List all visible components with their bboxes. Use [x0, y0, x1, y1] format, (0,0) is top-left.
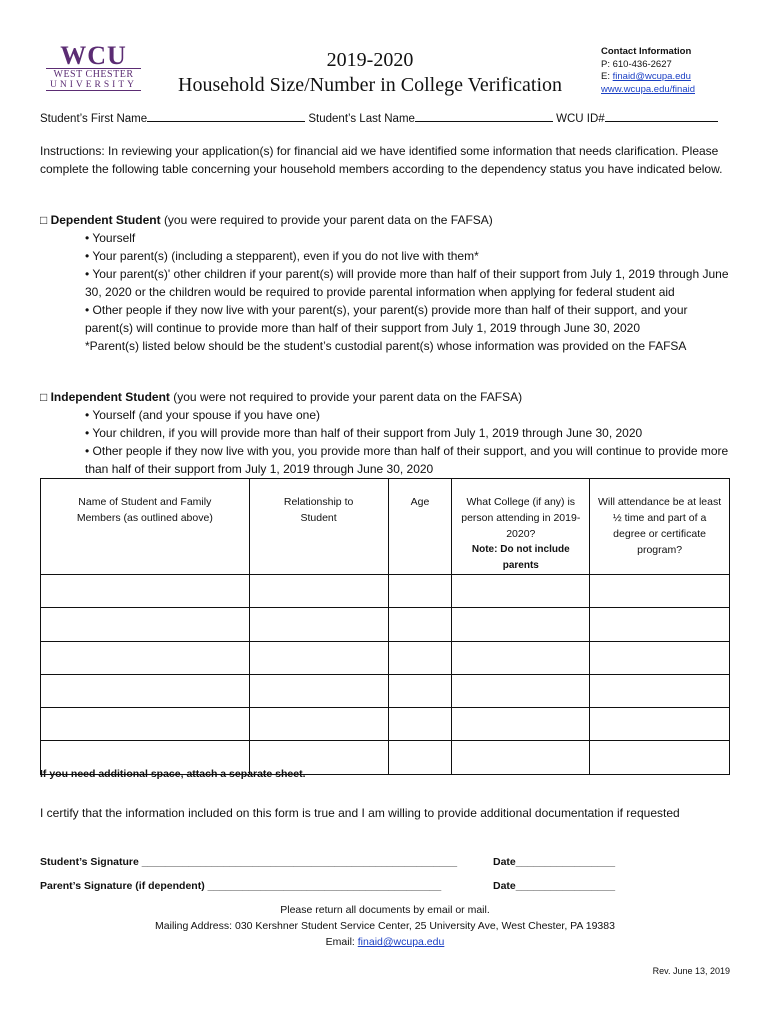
- dependent-footnote: *Parent(s) listed below should be the student’s custodial parent(s) whose information was provided on the FAFSA: [85, 339, 687, 353]
- header-college: What College (if any) is person attending in 2019-2020? Note: Do not include parents: [452, 479, 590, 575]
- header-attendance: Will attendance be at least ½ time and part of a degree or certificate program?: [590, 479, 730, 575]
- certify-statement: I certify that the information included on this form is true and I am willing to provide additional documentation if requested: [40, 806, 680, 820]
- last-name-label: Student’s Last Name: [308, 113, 415, 125]
- dependent-bullet: • Yourself: [85, 231, 136, 245]
- header-age: Age: [388, 479, 452, 575]
- table-row: [41, 641, 730, 674]
- logo-line1: WEST CHESTER: [46, 68, 141, 80]
- instructions: Instructions: In reviewing your application(s) for financial aid we have identified some information that needs clarification. Please complete the following table concerning your household members according to the dependency status you have indicated below.: [40, 144, 723, 176]
- footer-email-link[interactable]: finaid@wcupa.edu: [357, 936, 445, 948]
- footer-return-note: Please return all documents by email or mail.: [280, 904, 490, 916]
- dependent-label: Dependent Student: [50, 213, 161, 227]
- contact-phone: P: 610-436-2627: [601, 58, 672, 70]
- revision-date: Rev. June 13, 2019: [652, 966, 730, 976]
- first-name-label: Student’s First Name: [40, 113, 148, 125]
- contact-email-prefix: E:: [601, 71, 613, 82]
- table-row: [41, 674, 730, 707]
- college-note: Note: Do not include parents: [471, 544, 570, 571]
- logo-wordmark: WCU: [60, 41, 127, 70]
- logo-line2: UNIVERSITY: [46, 80, 141, 91]
- student-signature-line[interactable]: Student’s Signature ______________________________________________________: [40, 856, 458, 868]
- independent-section: [40, 388, 732, 478]
- footer: [40, 902, 730, 950]
- header-name: Name of Student and Family Members (as outlined above): [41, 479, 250, 575]
- student-date-line[interactable]: Date_________________: [493, 856, 616, 868]
- extra-space-note: If you need additional space, attach a separate sheet.: [40, 768, 306, 780]
- student-info-fields: [40, 110, 718, 125]
- dependent-bullet: • Your parent(s) (including a stepparent), even if you do not live with them*: [85, 249, 479, 263]
- wcu-id-field[interactable]: [605, 110, 718, 122]
- parent-signature-line[interactable]: Parent’s Signature (if dependent) ________________________________________: [40, 880, 442, 892]
- independent-bullet: • Your children, if you will provide more than half of their support from July 1, 2019 through June 30, 2020: [85, 426, 643, 440]
- wcu-logo: [46, 41, 141, 91]
- wcu-id-label: WCU ID#: [556, 113, 605, 125]
- table-row: [41, 708, 730, 741]
- independent-bullet: • Other people if they now live with you, you provide more than half of their support, and you will continue to provide more than half of their support from July 1, 2019 through June 30, 2020: [85, 444, 729, 476]
- footer-email-label: Email:: [325, 936, 358, 948]
- dependent-desc: (you were required to provide your parent data on the FAFSA): [163, 213, 493, 227]
- table-row: [41, 575, 730, 608]
- dependent-section: [40, 211, 732, 355]
- first-name-field[interactable]: [147, 110, 305, 122]
- dependent-checkbox[interactable]: □: [40, 213, 48, 227]
- footer-address: Mailing Address: 030 Kershner Student Service Center, 25 University Ave, West Chester, PA 19383: [155, 920, 615, 932]
- title-year: 2019-2020: [326, 49, 414, 71]
- independent-checkbox[interactable]: □: [40, 390, 48, 404]
- parent-date-line[interactable]: Date_________________: [493, 880, 616, 892]
- contact-email-link[interactable]: finaid@wcupa.edu: [612, 71, 691, 82]
- dependent-bullet: • Your parent(s)' other children if your parent(s) will provide more than half of their support from July 1, 2019 through June 30, 2020 or the children would be required to provide parental information when applying for federal student aid: [85, 267, 729, 299]
- dependent-bullet: • Other people if they now live with your parent(s), your parent(s) provide more than half of their support, and your parent(s) will continue to provide more than half of their support from July 1, 2019 through June 30, 2020: [85, 303, 688, 335]
- table-header-row: [41, 479, 730, 575]
- page-title: [160, 48, 580, 98]
- contact-info: [601, 46, 695, 96]
- independent-label: Independent Student: [50, 390, 170, 404]
- title-text: Household Size/Number in College Verification: [178, 74, 562, 96]
- household-table: [40, 478, 730, 775]
- contact-web-link[interactable]: www.wcupa.edu/finaid: [601, 83, 695, 95]
- independent-desc: (you were not required to provide your parent data on the FAFSA): [173, 390, 523, 404]
- table-row: [41, 608, 730, 641]
- header-relationship: Relationship to Student: [249, 479, 388, 575]
- last-name-field[interactable]: [415, 110, 553, 122]
- contact-heading: Contact Information: [601, 46, 692, 57]
- independent-bullet: • Yourself (and your spouse if you have one): [85, 408, 321, 422]
